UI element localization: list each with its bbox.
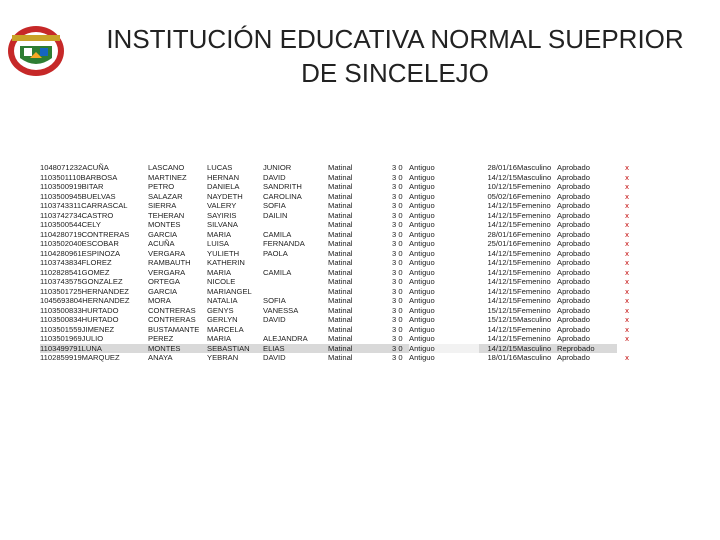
second-surname-cell: SIERRA: [148, 201, 177, 210]
gender-cell: Femenino: [517, 305, 551, 315]
table-row: [40, 163, 637, 173]
shift-cell: Matinal: [328, 191, 353, 201]
second-surname-cell: GARCIA: [148, 286, 178, 296]
result-cell: Aprobado: [557, 201, 590, 210]
middle-name-cell: CAMILA: [263, 229, 292, 239]
second-surname-cell: ACUÑA: [148, 239, 175, 248]
first-name-cell: KATHERIN: [207, 258, 245, 267]
result-cell: Aprobado: [557, 353, 590, 362]
student-id-surname-cell: 1103499791LUNA: [40, 344, 148, 354]
status-cell: Antiguo: [409, 191, 435, 201]
table-row: [40, 334, 637, 344]
table-row: [40, 325, 637, 335]
shift-cell: Matinal: [328, 296, 353, 305]
middle-name-cell: DAILIN: [263, 210, 288, 220]
first-name-cell: MARIANGEL: [207, 286, 252, 296]
date-cell: 10/12/15: [487, 182, 517, 191]
middle-name-cell: SOFIA: [263, 296, 286, 305]
mark-cell: x: [625, 277, 629, 286]
date-cell: 25/01/16: [487, 239, 517, 248]
status-cell: Antiguo: [409, 239, 435, 248]
table-row: [40, 268, 637, 278]
mark-cell: x: [625, 220, 629, 229]
middle-name-cell: DAVID: [263, 353, 286, 362]
middle-name-cell: [263, 220, 328, 230]
second-surname-cell: ANAYA: [148, 353, 173, 362]
date-cell: 14/12/15: [487, 286, 517, 296]
mark-cell: x: [625, 353, 629, 362]
first-name-cell: SAYIRIS: [207, 210, 237, 220]
gender-cell: Femenino: [517, 220, 551, 229]
second-surname-cell: MONTES: [148, 344, 207, 354]
second-surname-cell: MORA: [148, 296, 171, 305]
second-surname-cell: VERGARA: [148, 248, 186, 258]
middle-name-cell: ALEJANDRA: [263, 334, 308, 343]
shift-cell: Matinal: [328, 315, 353, 324]
gender-cell: Masculino: [517, 163, 552, 172]
result-cell: Reprobado: [557, 344, 617, 354]
student-id-surname-cell: 1103500544CELY: [40, 220, 101, 229]
shift-cell: Matinal: [328, 267, 353, 277]
result-cell: Aprobado: [557, 172, 590, 182]
first-name-cell: MARCELA: [207, 324, 244, 334]
middle-name-cell: [263, 258, 328, 268]
result-cell: Aprobado: [557, 229, 590, 239]
status-cell: Antiguo: [409, 286, 435, 296]
gender-cell: Masculino: [517, 344, 557, 354]
student-id-surname-cell: 1103742734CASTRO: [40, 210, 114, 220]
shift-cell: Matinal: [328, 258, 353, 267]
grade-cell: 3 0: [392, 191, 403, 201]
middle-name-cell: CAROLINA: [263, 191, 302, 201]
gender-cell: Femenino: [517, 324, 551, 334]
mark-cell: x: [625, 258, 629, 267]
middle-name-cell: SOFIA: [263, 201, 286, 210]
status-cell: Antiguo: [409, 220, 435, 229]
result-cell: Aprobado: [557, 210, 590, 220]
student-id-surname-cell: 1103743575GONZALEZ: [40, 277, 123, 286]
gender-cell: Femenino: [517, 182, 551, 191]
date-cell: 14/12/15: [487, 267, 517, 277]
gender-cell: Femenino: [517, 210, 551, 220]
first-name-cell: NAYDETH: [207, 191, 243, 201]
result-cell: Aprobado: [557, 277, 590, 286]
shift-cell: Matinal: [328, 229, 353, 239]
status-cell: Antiguo: [409, 210, 435, 220]
result-cell: Aprobado: [557, 239, 590, 248]
grade-cell: 3 0: [392, 277, 403, 286]
middle-name-cell: DAVID: [263, 172, 286, 182]
middle-name-cell: [263, 277, 328, 287]
table-row: [40, 201, 637, 211]
student-id-surname-cell: 1103501559JIMENEZ: [40, 324, 115, 334]
title-line-2: DE SINCELEJO: [301, 58, 489, 88]
middle-name-cell: SANDRITH: [263, 182, 302, 191]
status-cell: Antiguo: [409, 344, 479, 354]
student-id-surname-cell: 1103500833HURTADO: [40, 305, 119, 315]
mark-cell: x: [625, 305, 629, 315]
table-row: [40, 306, 637, 316]
mark-cell: x: [625, 191, 629, 201]
first-name-cell: LUISA: [207, 239, 229, 248]
table-row: [40, 277, 637, 287]
gender-cell: Femenino: [517, 248, 551, 258]
table-row: [40, 258, 637, 268]
shift-cell: Matinal: [328, 163, 353, 172]
gender-cell: Femenino: [517, 286, 551, 296]
grade-cell: 3 0: [392, 248, 403, 258]
mark-cell: x: [625, 182, 629, 191]
status-cell: Antiguo: [409, 248, 435, 258]
student-id-surname-cell: 1104280961ESPINOZA: [40, 248, 121, 258]
second-surname-cell: MONTES: [148, 220, 181, 229]
middle-name-cell: [263, 287, 328, 297]
table-row: [40, 353, 637, 363]
status-cell: Antiguo: [409, 201, 435, 210]
grade-cell: 3 0: [392, 334, 403, 343]
second-surname-cell: CONTRERAS: [148, 315, 196, 324]
middle-name-cell: PAOLA: [263, 248, 288, 258]
mark-cell: x: [625, 315, 629, 324]
second-surname-cell: MARTINEZ: [148, 172, 187, 182]
gender-cell: Masculino: [517, 353, 552, 362]
student-roster-table: [40, 163, 637, 363]
mark-cell: x: [625, 286, 629, 296]
table-row: [40, 344, 637, 354]
title-line-1: INSTITUCIÓN EDUCATIVA NORMAL SUEPRIOR: [106, 24, 684, 54]
status-cell: Antiguo: [409, 353, 435, 362]
date-cell: 15/12/15: [487, 315, 517, 324]
grade-cell: 3 0: [392, 258, 403, 267]
result-cell: Aprobado: [557, 286, 590, 296]
first-name-cell: MARIA: [207, 229, 232, 239]
date-cell: 14/12/15: [487, 258, 517, 267]
result-cell: Aprobado: [557, 248, 590, 258]
result-cell: Aprobado: [557, 258, 590, 267]
grade-cell: 3 0: [392, 229, 403, 239]
date-cell: 18/01/16: [487, 353, 517, 362]
shift-cell: Matinal: [328, 344, 392, 354]
grade-cell: 3 0: [392, 220, 403, 229]
grade-cell: 3 0: [392, 324, 403, 334]
gender-cell: Femenino: [517, 334, 551, 343]
table-row: [40, 173, 637, 183]
gender-cell: Femenino: [517, 296, 551, 305]
second-surname-cell: VERGARA: [148, 267, 186, 277]
result-cell: Aprobado: [557, 191, 590, 201]
grade-cell: 3 0: [392, 210, 403, 220]
first-name-cell: MARIA: [207, 334, 232, 343]
first-name-cell: VALERY: [207, 201, 237, 210]
shift-cell: Matinal: [328, 239, 353, 248]
status-cell: Antiguo: [409, 267, 435, 277]
date-cell: 14/12/15: [487, 334, 517, 343]
gender-cell: Masculino: [517, 172, 552, 182]
first-name-cell: MARIA: [207, 267, 232, 277]
second-surname-cell: TEHERAN: [148, 210, 185, 220]
first-name-cell: SILVANA: [207, 220, 238, 229]
second-surname-cell: PEREZ: [148, 334, 174, 343]
first-name-cell: NATALIA: [207, 296, 238, 305]
gender-cell: Femenino: [517, 201, 551, 210]
shift-cell: Matinal: [328, 182, 353, 191]
middle-name-cell: JUNIOR: [263, 163, 292, 172]
middle-name-cell: ELIAS: [263, 344, 328, 354]
student-id-surname-cell: 1103501725HERNANDEZ: [40, 286, 129, 296]
mark-cell: x: [625, 163, 629, 172]
result-cell: Aprobado: [557, 305, 590, 315]
mark-cell: [617, 344, 637, 354]
grade-cell: 3 0: [392, 182, 403, 191]
middle-name-cell: [263, 325, 328, 335]
shift-cell: Matinal: [328, 210, 353, 220]
status-cell: Antiguo: [409, 305, 435, 315]
result-cell: Aprobado: [557, 315, 590, 324]
first-name-cell: LUCAS: [207, 163, 233, 172]
gender-cell: Femenino: [517, 267, 551, 277]
date-cell: 15/12/15: [487, 305, 517, 315]
student-id-surname-cell: 1045693804HERNANDEZ: [40, 296, 130, 305]
date-cell: 14/12/15: [487, 220, 517, 229]
grade-cell: 3 0: [392, 163, 403, 172]
date-cell: 14/12/15: [487, 172, 517, 182]
student-id-surname-cell: 1103500834HURTADO: [40, 315, 119, 324]
grade-cell: 3 0: [392, 267, 403, 277]
grade-cell: 3 0: [392, 353, 403, 362]
student-id-surname-cell: 1103500945BUELVAS: [40, 191, 116, 201]
shift-cell: Matinal: [328, 277, 353, 286]
middle-name-cell: CAMILA: [263, 267, 292, 277]
student-id-surname-cell: 1103501110BARBOSA: [40, 172, 118, 182]
grade-cell: 3 0: [392, 296, 403, 305]
table-row: [40, 182, 637, 192]
status-cell: Antiguo: [409, 324, 435, 334]
gender-cell: Femenino: [517, 258, 551, 267]
middle-name-cell: FERNANDA: [263, 239, 305, 248]
shift-cell: Matinal: [328, 324, 353, 334]
first-name-cell: DANIELA: [207, 182, 240, 191]
second-surname-cell: BUSTAMANTE: [148, 324, 200, 334]
student-id-surname-cell: 1104280719CONTRERAS: [40, 229, 130, 239]
status-cell: Antiguo: [409, 334, 435, 343]
date-cell: 14/12/15: [487, 324, 517, 334]
date-cell: 28/01/16: [487, 229, 517, 239]
status-cell: Antiguo: [409, 229, 435, 239]
shift-cell: Matinal: [328, 248, 353, 258]
result-cell: Aprobado: [557, 334, 590, 343]
result-cell: Aprobado: [557, 163, 590, 172]
grade-cell: 3 0: [392, 172, 403, 182]
gender-cell: Femenino: [517, 191, 551, 201]
first-name-cell: YEBRAN: [207, 353, 239, 362]
status-cell: Antiguo: [409, 315, 435, 324]
shift-cell: Matinal: [328, 172, 353, 182]
date-cell: 14/12/15: [487, 201, 517, 210]
table-row: [40, 192, 637, 202]
gender-cell: Femenino: [517, 229, 551, 239]
first-name-cell: GERLYN: [207, 315, 238, 324]
first-name-cell: SEBASTIAN: [207, 344, 263, 354]
mark-cell: x: [625, 296, 629, 305]
page-title: [70, 22, 720, 90]
shift-cell: Matinal: [328, 201, 353, 210]
table-row: [40, 211, 637, 221]
mark-cell: x: [625, 239, 629, 248]
date-cell: 14/12/15: [487, 248, 517, 258]
date-cell: 14/12/15: [487, 296, 517, 305]
mark-cell: x: [625, 324, 629, 334]
table-row: [40, 315, 637, 325]
student-id-surname-cell: 1102828541GOMEZ: [40, 267, 110, 277]
status-cell: Antiguo: [409, 277, 435, 286]
grade-cell: 3 0: [392, 239, 403, 248]
date-cell: 05/02/16: [487, 191, 517, 201]
second-surname-cell: SALAZAR: [148, 191, 183, 201]
mark-cell: x: [625, 334, 629, 343]
grade-cell: 3 0: [392, 315, 403, 324]
student-id-surname-cell: 1103500919BITAR: [40, 182, 104, 191]
mark-cell: x: [625, 248, 629, 258]
result-cell: Aprobado: [557, 182, 590, 191]
student-id-surname-cell: 1048071232ACUÑA: [40, 163, 109, 172]
result-cell: Aprobado: [557, 220, 590, 229]
mark-cell: x: [625, 172, 629, 182]
status-cell: Antiguo: [409, 258, 435, 267]
second-surname-cell: PETRO: [148, 182, 175, 191]
mark-cell: x: [625, 267, 629, 277]
shift-cell: Matinal: [328, 353, 353, 362]
first-name-cell: GENYS: [207, 305, 234, 315]
second-surname-cell: LASCANO: [148, 163, 185, 172]
mark-cell: x: [625, 229, 629, 239]
date-cell: 14/12/15: [487, 277, 517, 286]
second-surname-cell: ORTEGA: [148, 277, 180, 286]
date-cell: 14/12/15: [479, 344, 517, 354]
result-cell: Aprobado: [557, 267, 590, 277]
grade-cell: 3 0: [392, 286, 403, 296]
first-name-cell: HERNAN: [207, 172, 240, 182]
result-cell: Aprobado: [557, 296, 590, 305]
result-cell: Aprobado: [557, 324, 590, 334]
shift-cell: Matinal: [328, 334, 353, 343]
shift-cell: Matinal: [328, 305, 353, 315]
gender-cell: Masculino: [517, 315, 552, 324]
mark-cell: x: [625, 210, 629, 220]
middle-name-cell: DAVID: [263, 315, 286, 324]
status-cell: Antiguo: [409, 182, 435, 191]
status-cell: Antiguo: [409, 172, 435, 182]
grade-cell: 3 0: [392, 201, 403, 210]
second-surname-cell: RAMBAUTH: [148, 258, 191, 267]
student-id-surname-cell: 1102859919MARQUEZ: [40, 353, 120, 362]
shift-cell: Matinal: [328, 286, 353, 296]
second-surname-cell: CONTRERAS: [148, 305, 196, 315]
gender-cell: Femenino: [517, 277, 551, 286]
date-cell: 14/12/15: [487, 210, 517, 220]
table-row: [40, 230, 637, 240]
mark-cell: x: [625, 201, 629, 210]
school-crest-icon: [6, 24, 66, 78]
first-name-cell: YULIETH: [207, 248, 240, 258]
second-surname-cell: GARCIA: [148, 229, 178, 239]
student-id-surname-cell: 1103743311CARRASCAL: [40, 201, 128, 210]
table-row: [40, 239, 637, 249]
first-name-cell: NICOLE: [207, 277, 236, 286]
grade-cell: 3 0: [392, 344, 409, 354]
table-row: [40, 296, 637, 306]
shift-cell: Matinal: [328, 220, 353, 229]
table-row: [40, 249, 637, 259]
status-cell: Antiguo: [409, 296, 435, 305]
student-id-surname-cell: 1103502040ESCOBAR: [40, 239, 119, 248]
middle-name-cell: VANESSA: [263, 305, 299, 315]
grade-cell: 3 0: [392, 305, 403, 315]
table-row: [40, 220, 637, 230]
student-id-surname-cell: 1103743834FLOREZ: [40, 258, 112, 267]
date-cell: 28/01/16: [487, 163, 517, 172]
table-row: [40, 287, 637, 297]
student-id-surname-cell: 1103501969JULIO: [40, 334, 104, 343]
status-cell: Antiguo: [409, 163, 435, 172]
gender-cell: Femenino: [517, 239, 551, 248]
